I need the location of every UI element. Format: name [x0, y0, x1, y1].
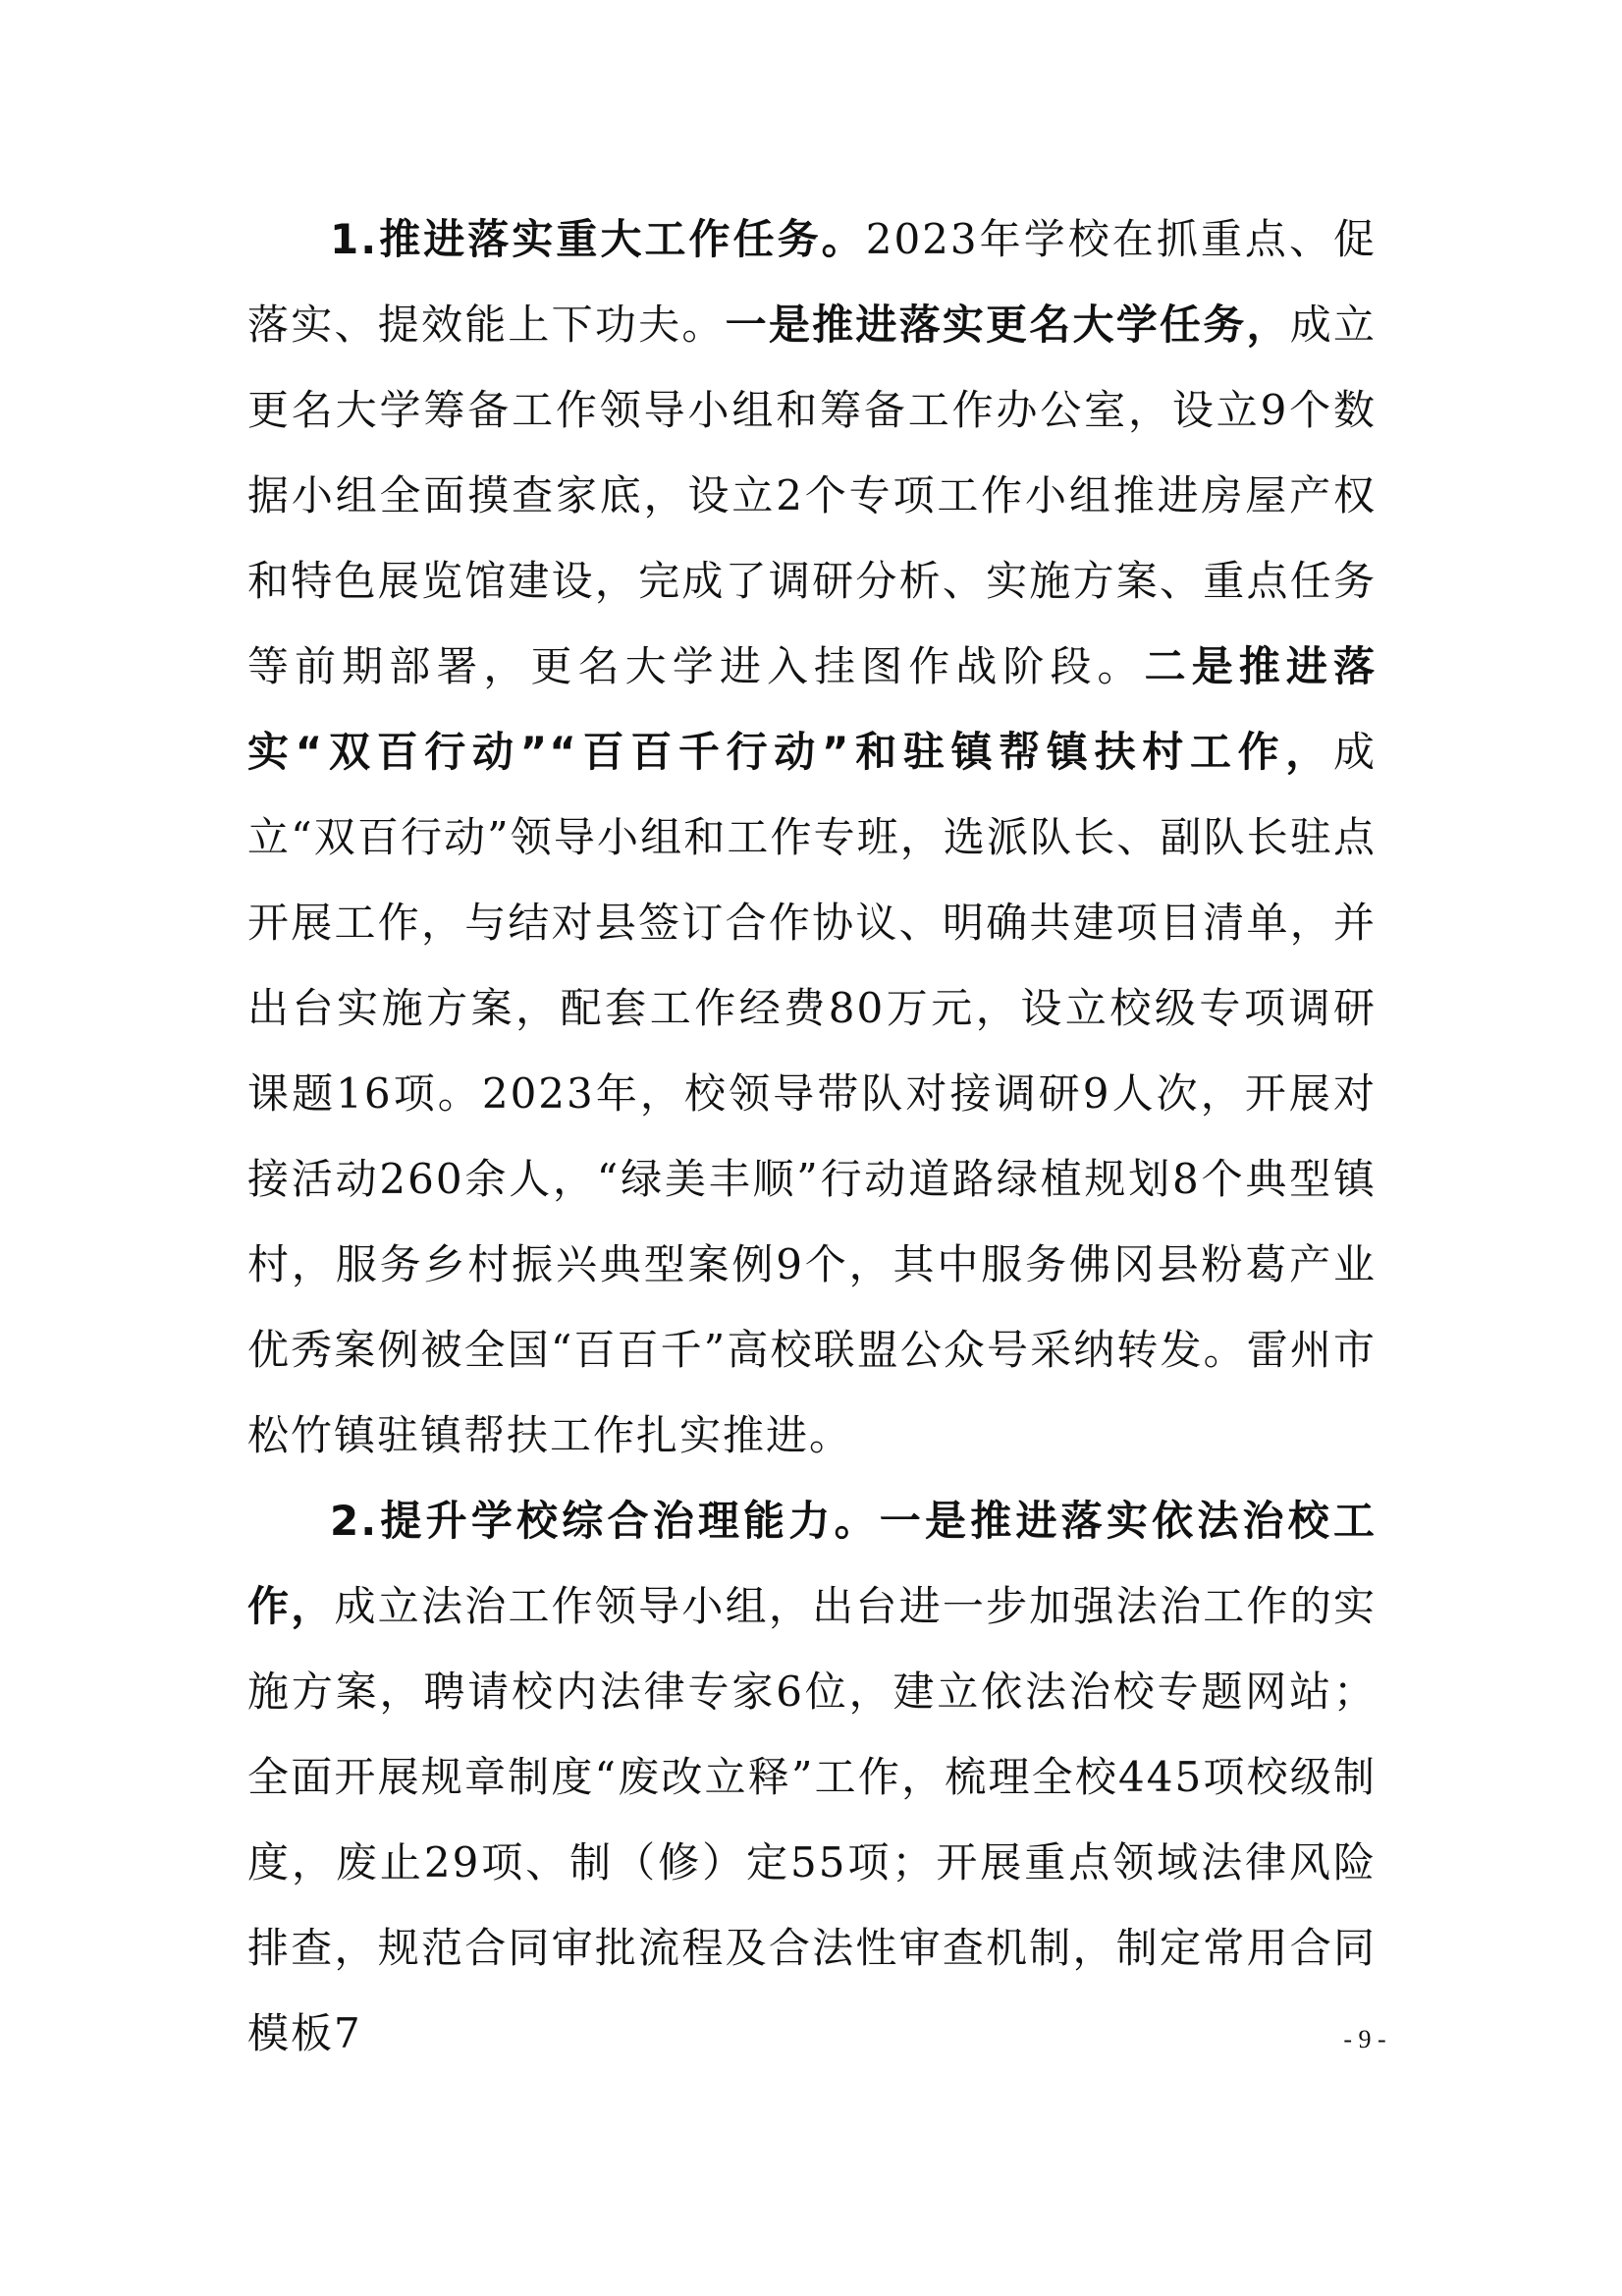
- bold-run: 一是推进落实更名大学任务，: [725, 301, 1290, 349]
- body-text: [247, 196, 1377, 2076]
- paragraph-2: [247, 1478, 1377, 2076]
- text-run: 2023年学校在抓重点、促落实、提效能上下功夫。: [247, 215, 1378, 349]
- text-run: 成立更名大学筹备工作领导小组和筹备工作办公室，设立9个数据小组全面摸查家底，设立2个专项工作小组推进房屋产权和特色展览馆建设，完成了调研分析、实施方案、重点任务等前期部署，更名大学进入挂图作战阶段。: [247, 301, 1377, 690]
- text-run: 成立法治工作领导小组，出台进一步加强法治工作的实施方案，聘请校内法律专家6位，建立依法治校专题网站；全面开展规章制度“废改立释”工作，梳理全校445项校级制度，废止29项、制（修）定55项；开展重点领域法律风险排查，规范合同审批流程及合法性审查机制，制定常用合同模板7: [247, 1582, 1377, 2057]
- heading-1: 1.推进落实重大工作任务。: [330, 215, 866, 263]
- paragraph-1: [247, 196, 1377, 1478]
- heading-2: 2.提升学校综合治理能力。一是推进落实依法治校工作，: [247, 1497, 1377, 1630]
- page-number: - 9 -: [1343, 2025, 1386, 2053]
- bold-run: 二是推进落实“双百行动”“百百千行动”和驻镇帮镇扶村工作，: [247, 642, 1377, 776]
- text-run: 成立“双百行动”领导小组和工作专班，选派队长、副队长驻点开展工作，与结对县签订合作协议、明确共建项目清单，并出台实施方案，配套工作经费80万元，设立校级专项调研课题16项。2023年，校领导带队对接调研9人次，开展对接活动260余人，“绿美丰顺”行动道路绿植规划8个典型镇村，服务乡村振兴典型案例9个，其中服务佛冈县粉葛产业优秀案例被全国“百百千”高校联盟公众号采纳转发。雷州市松竹镇驻镇帮扶工作扎实推进。: [247, 728, 1377, 1459]
